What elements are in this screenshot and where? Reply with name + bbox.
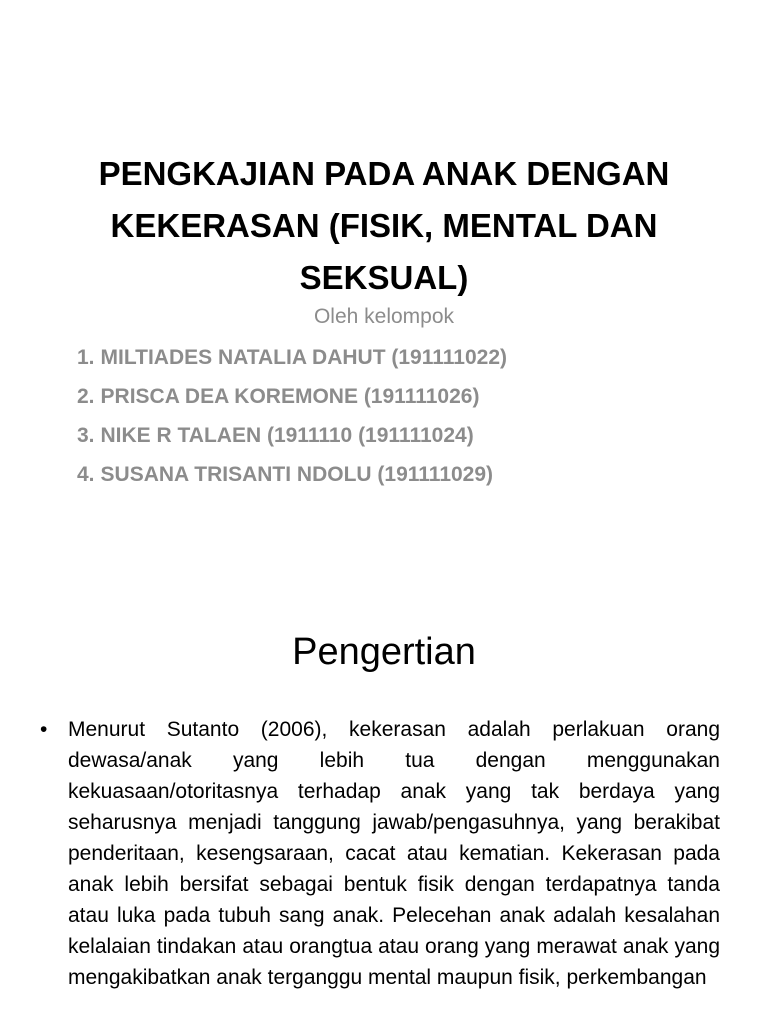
member-name: MILTIADES NATALIA DAHUT (191111022) — [100, 346, 507, 369]
bullet-text: Menurut Sutanto (2006), kekerasan adalah perlakuan orang dewasa/anak yang lebih tua dengan menggunakan kekuasaan/otoritasnya terhadap anak yang tak berdaya yang seharusnya menjadi tanggung jawab/pengasuhnya, yang berakibat penderitaan, kesengsaraan, cacat atau kematian. Kekerasan pada anak lebih bersifat sebagai bentuk fisik dengan terdapatnya tanda atau luka pada tubuh sang anak. Pelecehan anak adalah kesalahan kelalaian tindakan atau orangtua atau orang yang merawat anak yang mengakibatkan anak terganggu mental maupun fisik, perkembangan — [68, 718, 720, 989]
member-item — [77, 455, 708, 494]
definition-slide — [0, 584, 768, 1024]
bullet-marker: • — [40, 718, 48, 741]
bullet-point — [40, 714, 720, 993]
member-name: PRISCA DEA KOREMONE (191111026) — [100, 385, 480, 408]
member-number: 3. — [77, 424, 95, 447]
member-name: NIKE R TALAEN (1911110 (191111024) — [100, 424, 474, 447]
member-number: 4. — [77, 463, 95, 486]
subtitle-block — [60, 300, 708, 494]
section-heading: Pengertian — [292, 631, 476, 673]
member-number: 1. — [77, 346, 95, 369]
member-name: SUSANA TRISANTI NDOLU (191111029) — [100, 463, 494, 486]
subtitle: Oleh kelompok — [313, 305, 455, 328]
member-item — [77, 416, 708, 455]
slide-title: PENGKAJIAN PADA ANAK DENGAN KEKERASAN (FISIK, MENTAL DAN SEKSUAL) — [98, 155, 670, 296]
member-item — [77, 338, 708, 377]
member-list — [60, 338, 708, 494]
member-item — [77, 377, 708, 416]
member-number: 2. — [77, 385, 95, 408]
